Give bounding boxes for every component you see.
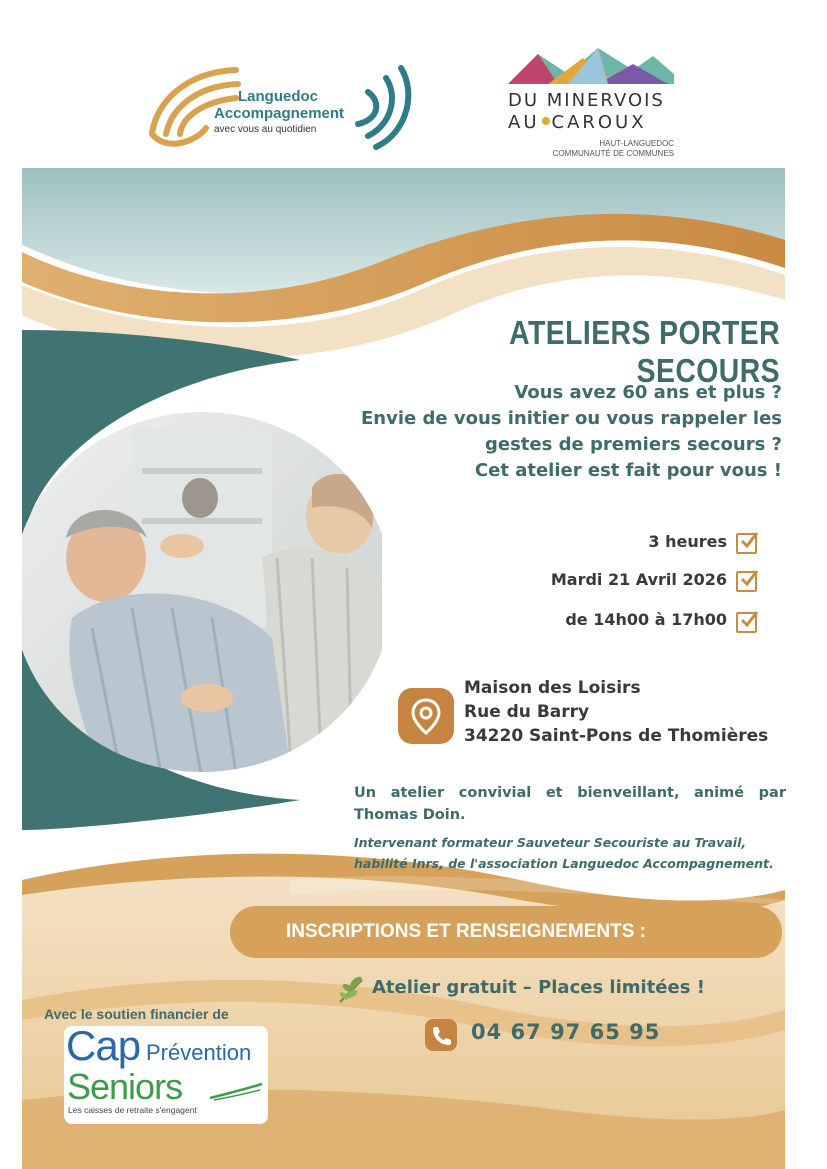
left-logo-line1: Languedoc	[238, 88, 319, 105]
leaf-icon	[336, 974, 368, 1004]
page-title: ATELIERS PORTER SECOURS	[509, 314, 780, 389]
phone-number[interactable]: 04 67 97 65 95	[471, 1020, 661, 1044]
right-logo-line4: COMMUNAUTÉ DE COMMUNES	[552, 149, 674, 158]
description-main: Un atelier convivial et bienveillant, animé par Thomas Doin.	[354, 785, 786, 823]
address-line-3: 34220 Saint-Pons de Thomières	[464, 726, 769, 746]
dot-icon	[542, 117, 550, 125]
address-block	[464, 676, 768, 748]
intro-line-4: Cet atelier est fait pour vous !	[474, 460, 782, 481]
sponsor-label: Avec le soutien financier de	[44, 1006, 229, 1022]
intro-line-2: Envie de vous initier ou vous rappeler les	[361, 408, 782, 429]
time-text: de 14h00 à 17h00	[565, 610, 727, 629]
date-text: Mardi 21 Avril 2026	[550, 570, 727, 589]
intro-line-3: gestes de premiers secours ?	[485, 434, 782, 455]
sponsor-logo-seniors: Seniors	[67, 1066, 183, 1107]
address-line-1: Maison des Loisirs	[464, 678, 641, 698]
checkbox-icon	[736, 533, 757, 554]
checkbox-icon	[736, 571, 757, 592]
left-logo-line2: Accompagnement	[214, 105, 345, 122]
checkbox-icon	[736, 612, 757, 633]
free-workshop-text: Atelier gratuit – Places limitées !	[372, 977, 705, 998]
right-logo-line1: DU MINERVOIS	[508, 90, 665, 111]
left-logo-tagline: avec vous au quotidien	[214, 124, 317, 135]
phone-icon	[425, 1019, 457, 1051]
sponsor-logo-tagline: Les caisses de retraite s'engagent	[68, 1105, 197, 1115]
registration-banner	[230, 906, 782, 958]
intro-text	[320, 380, 782, 484]
right-logo-line2-b: CAROUX	[551, 112, 647, 133]
sponsor-logo-cap: Cap	[66, 1022, 141, 1069]
description-detail: Intervenant formateur Sauveteur Secouriste au Travail, habilité Inrs, de l'association Languedoc Accompagnement.	[354, 835, 774, 871]
banner-text: INSCRIPTIONS ET RENSEIGNEMENTS :	[286, 921, 646, 942]
right-logo-line2	[508, 112, 647, 133]
sponsor-logo-prevention: Prévention	[146, 1040, 252, 1065]
right-logo-line3: HAUT-LANGUEDOC	[599, 139, 674, 148]
mountain-logo-icon	[508, 44, 674, 84]
location-pin-icon	[398, 688, 454, 744]
swoosh-icon	[208, 1082, 264, 1102]
right-logo-line2-a: AU	[508, 112, 540, 133]
intro-line-1: Vous avez 60 ans et plus ?	[514, 382, 782, 403]
duration-text: 3 heures	[648, 532, 727, 551]
address-line-2: Rue du Barry	[464, 702, 590, 722]
right-logo-subtitle	[534, 139, 674, 159]
